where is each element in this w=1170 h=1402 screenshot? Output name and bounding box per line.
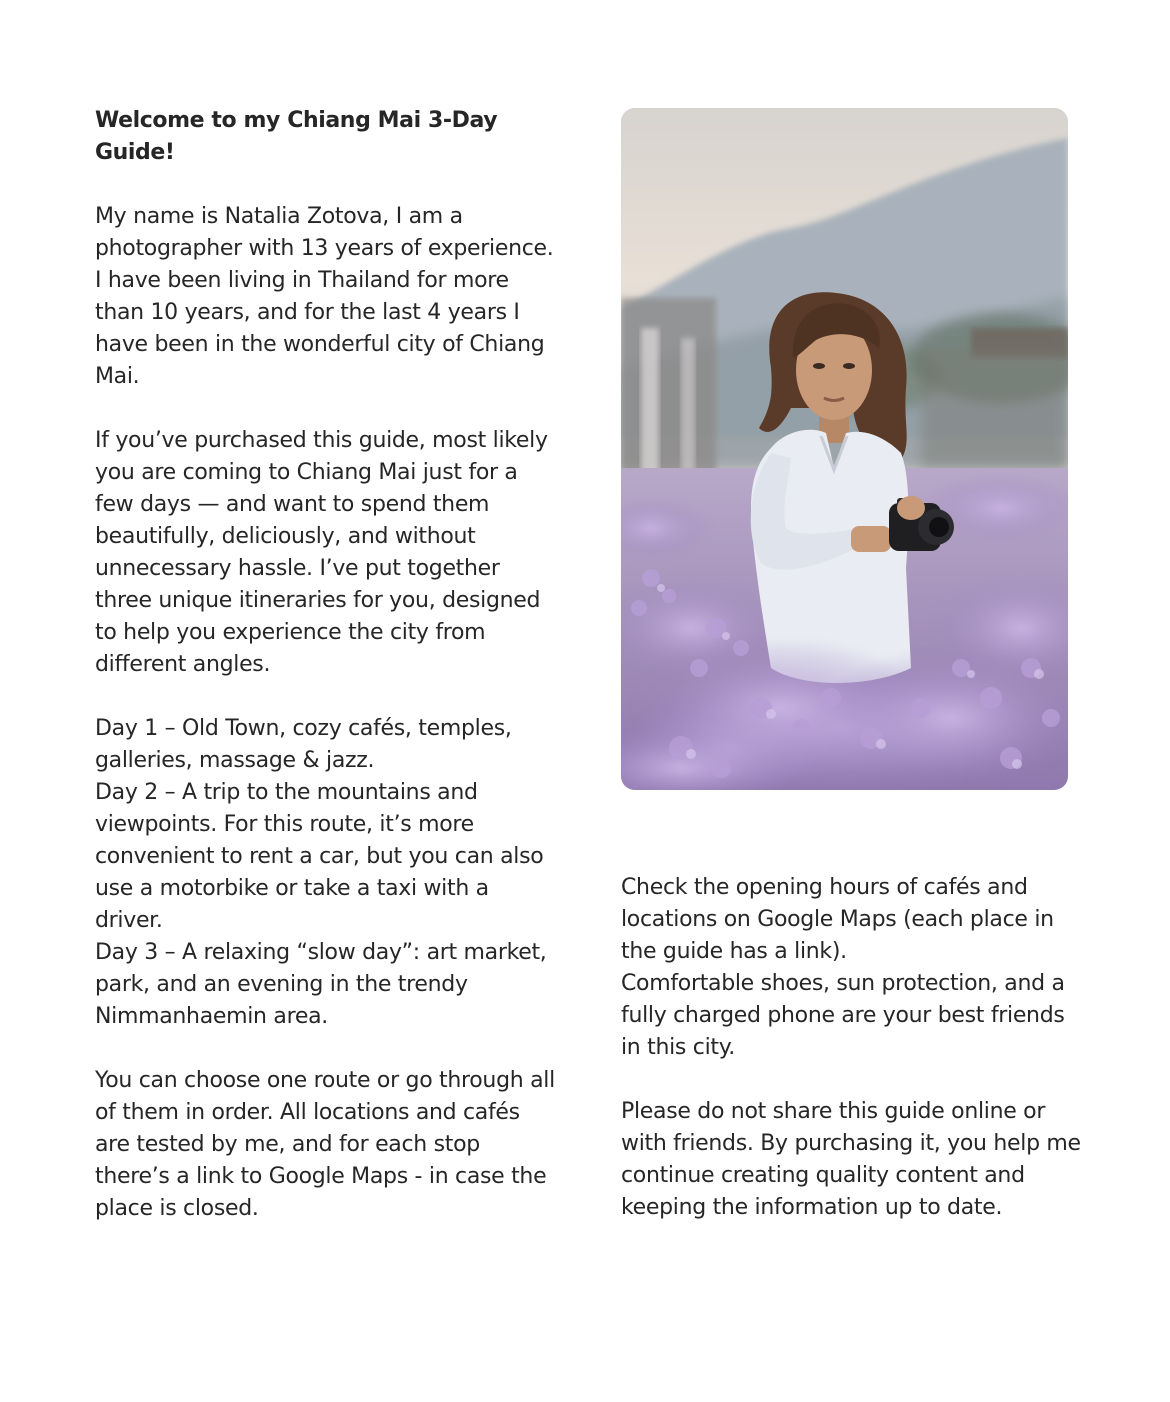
author-photo xyxy=(621,108,1068,790)
guide-purpose-paragraph: If you’ve purchased this guide, most likely you are coming to Chiang Mai just for a few days — and want to spend them beautifully, deliciously, and without unnecessary hassle. I’ve put together three unique itineraries for you, designed to help you experience the city from different angles. xyxy=(95,428,548,677)
day-1-summary: Day 1 – Old Town, cozy cafés, temples, galleries, massage & jazz. xyxy=(95,716,512,773)
essentials-tip: Comfortable shoes, sun protection, and a fully charged phone are your best friends in this city. xyxy=(621,971,1065,1060)
tips-column xyxy=(621,872,1081,1224)
day-3-summary: Day 3 – A relaxing “slow day”: art market, park, and an evening in the trendy Nimmanhaemin area. xyxy=(95,940,547,1029)
routes-note-paragraph: You can choose one route or go through all of them in order. All locations and cafés are tested by me, and for each stop there’s a link to Google Maps - in case the place is closed. xyxy=(95,1068,555,1221)
intro-column xyxy=(95,105,555,1225)
sharing-note-paragraph: Please do not share this guide online or with friends. By purchasing it, you help me continue creating quality content and keeping the information up to date. xyxy=(621,1099,1081,1220)
page-title: Welcome to my Chiang Mai 3-Day Guide! xyxy=(95,108,498,165)
opening-hours-tip: Check the opening hours of cafés and locations on Google Maps (each place in the guide has a link). xyxy=(621,875,1054,964)
author-photo-image xyxy=(621,108,1068,790)
day-2-summary: Day 2 – A trip to the mountains and viewpoints. For this route, it’s more convenient to rent a car, but you can also use a motorbike or take a taxi with a driver. xyxy=(95,780,544,933)
author-intro-paragraph: My name is Natalia Zotova, I am a photographer with 13 years of experience. I have been living in Thailand for more than 10 years, and for the last 4 years I have been in the wonderful city of Chiang Mai. xyxy=(95,204,554,389)
